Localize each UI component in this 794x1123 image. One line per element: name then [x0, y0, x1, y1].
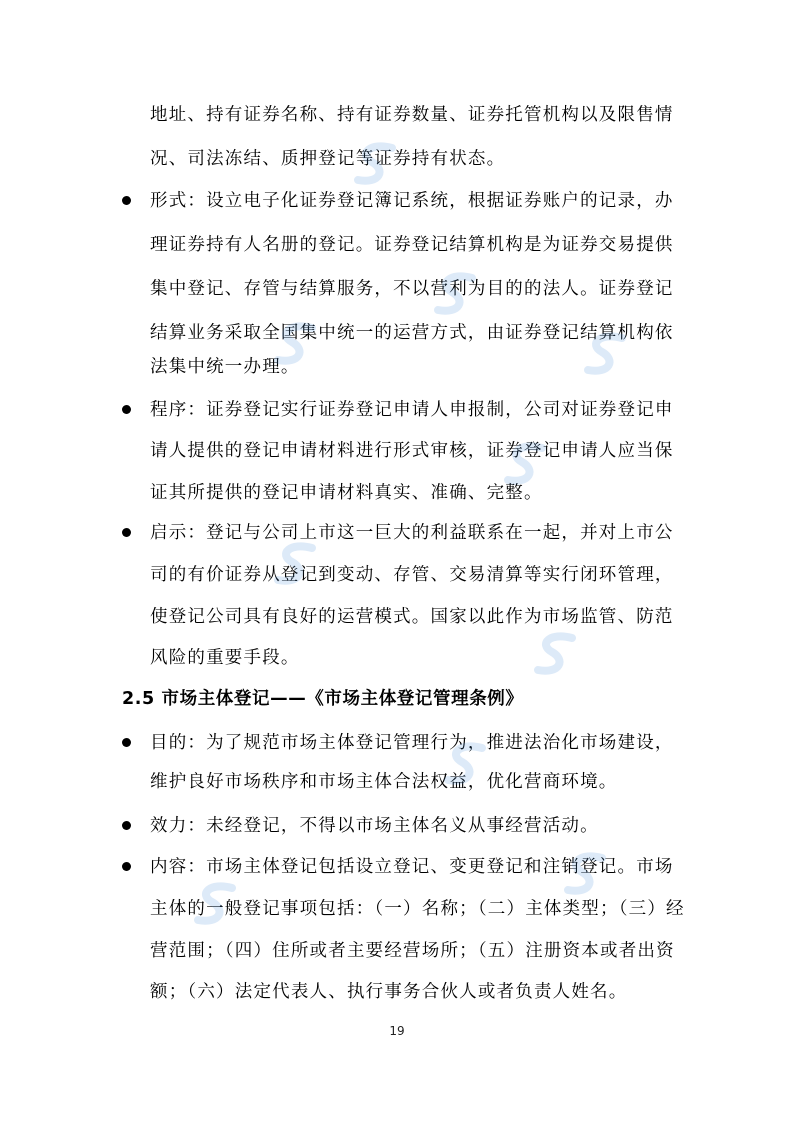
bullet-text-line: 内容：市场主体登记包括设立登记、变更登记和注销登记。市场: [150, 857, 674, 877]
bullet-text-line: 结算业务采取全国集中统一的运营方式，由证券登记结算机构依: [150, 323, 674, 343]
bullet-text-line: 法集中统一办理。: [150, 357, 300, 377]
bullet-text-line: 使登记公司具有良好的运营模式。国家以此作为市场监管、防范: [150, 607, 674, 627]
bullet-text-line: 额；（六）法定代表人、执行事务合伙人或者负责人姓名。: [150, 982, 628, 1002]
bullet-text-line: 启示：登记与公司上市这一巨大的利益联系在一起，并对上市公: [150, 523, 674, 543]
bullet-text-line: 维护良好市场秩序和市场主体合法权益，优化营商环境。: [150, 772, 618, 792]
bullet-text-line: 证其所提供的登记申请材料真实、准确、完整。: [150, 483, 543, 503]
bullet-text-line: 主体的一般登记事项包括：（一）名称；（二）主体类型；（三）经: [150, 899, 685, 919]
bullet-text-line: 理证券持有人名册的登记。证券登记结算机构是为证券交易提供: [150, 235, 674, 255]
watermark-logo-icon: [530, 630, 590, 678]
bullet-text-line: 请人提供的登记申请材料进行形式审核，证券登记申请人应当保: [150, 441, 674, 461]
bullet-dot: [122, 196, 131, 205]
bullet-text-line: 目的：为了规范市场主体登记管理行为，推进法治化市场建设，: [150, 733, 674, 753]
bullet-dot: [122, 528, 131, 537]
bullet-text-line: 集中登记、存管与结算服务，不以营利为目的的法人。证券登记: [150, 279, 674, 299]
bullet-text-line: 风险的重要手段。: [150, 648, 300, 668]
bullet-text-line: 效力：未经登记，不得以市场主体名义从事经营活动。: [150, 816, 599, 836]
bullet-text-line: 形式：设立电子化证券登记簿记系统，根据证券账户的记录，办: [150, 191, 674, 211]
bullet-text-line: 营范围；（四）住所或者主要经营场所；（五）注册资本或者出资: [150, 941, 675, 961]
body-text-line: 地址、持有证券名称、持有证券数量、证券托管机构以及限售情: [150, 105, 674, 125]
bullet-dot: [122, 821, 131, 830]
bullet-text-line: 司的有价证券从登记到变动、存管、交易清算等实行闭环管理，: [150, 565, 674, 585]
bullet-dot: [122, 862, 131, 871]
page-number: 19: [389, 1024, 405, 1038]
section-heading: 2.5 市场主体登记——《市场主体登记管理条例》: [122, 689, 524, 709]
bullet-text-line: 程序：证券登记实行证券登记申请人申报制，公司对证券登记申: [150, 400, 674, 420]
body-text-line: 况、司法冻结、质押登记等证券持有状态。: [150, 149, 506, 169]
bullet-dot: [122, 405, 131, 414]
bullet-dot: [122, 738, 131, 747]
